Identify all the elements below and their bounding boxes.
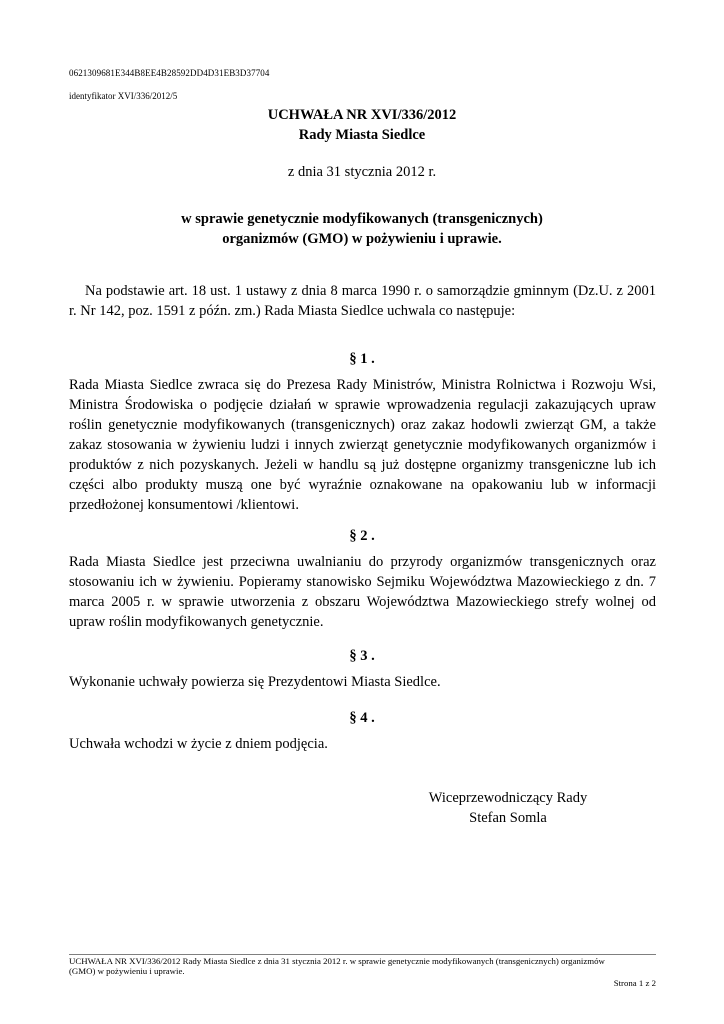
council-name: Rady Miasta Siedlce [298,127,426,143]
section-4-heading: § 4 . [349,710,375,726]
section-3-heading: § 3 . [349,648,375,664]
document-hash: 0621309681E344B8EE4B28592DD4D31EB3D37704 [69,68,270,78]
footer-text: UCHWAŁA NR XVI/336/2012 Rady Miasta Siedlce z dnia 31 stycznia 2012 r. w sprawie genetycznie modyfikowanych (transgenicznych) organizmów (GMO) w pożywieniu i uprawie. [69,956,605,976]
section-3 [69,672,656,692]
signatory-name: Stefan Somla [469,810,547,826]
preamble-text: Na podstawie art. 18 ust. 1 ustawy z dnia 8 marca 1990 r. o samorządzie gminnym (Dz.U. z 2001 r. Nr 142, poz. 1591 z późn. zm.) Rada Miasta Siedlce uchwala co następuje: [69,283,656,319]
document-identifier: identyfikator XVI/336/2012/5 [69,91,178,101]
page-number: Strona 1 z 2 [613,978,656,988]
footer-divider [69,954,656,955]
section-4 [69,734,656,754]
section-1-text: Rada Miasta Siedlce zwraca się do Prezesa Rady Ministrów, Ministra Rolnictwa i Rozwoju Wsi, Ministra Środowiska o podjęcie działań w sprawie wprowadzenia regulacji zakazujących upraw roślin genetycznie modyfikowanych (transgenicznych) oraz zakaz hodowli zwierząt GM, a także zakaz stosowania w żywieniu ludzi i innych zwierząt genetycznie modyfikowanych organizmów i produktów z nich pozyskanych. Jeżeli w handlu są już dostępne organizmy transgeniczne lub ich części albo produkty muszą one być wyraźnie oznakowane na opakowaniu lub w informacji przedłożonej konsumentowi /klientowi. [69,377,656,513]
signature-block [395,788,621,828]
resolution-date: z dnia 31 stycznia 2012 r. [287,164,437,180]
section-2-text: Rada Miasta Siedlce jest przeciwna uwalnianiu do przyrody organizmów transgenicznych oraz stosowaniu ich w żywieniu. Popieramy stanowisko Sejmiku Województwa Mazowieckiego z dn. 7 marca 2005 r. w sprawie utworzenia z obszaru Województwa Mazowieckiego strefy wolnej od upraw roślin modyfikowanych genetycznie. [69,554,656,630]
section-3-text: Wykonanie uchwały powierza się Prezydentowi Miasta Siedlce. [69,674,441,690]
subject-line-1: w sprawie genetycznie modyfikowanych (transgenicznych) [181,211,543,227]
resolution-title: UCHWAŁA NR XVI/336/2012 [267,107,457,123]
subject-line-2: organizmów (GMO) w pożywieniu i uprawie. [222,231,502,247]
signatory-role: Wiceprzewodniczący Rady [428,790,588,806]
section-2-heading: § 2 . [349,528,375,544]
section-4-text: Uchwała wchodzi w życie z dniem podjęcia. [69,736,328,752]
section-2 [69,552,656,632]
section-1 [69,375,656,515]
preamble [69,281,656,321]
section-1-heading: § 1 . [349,351,375,367]
